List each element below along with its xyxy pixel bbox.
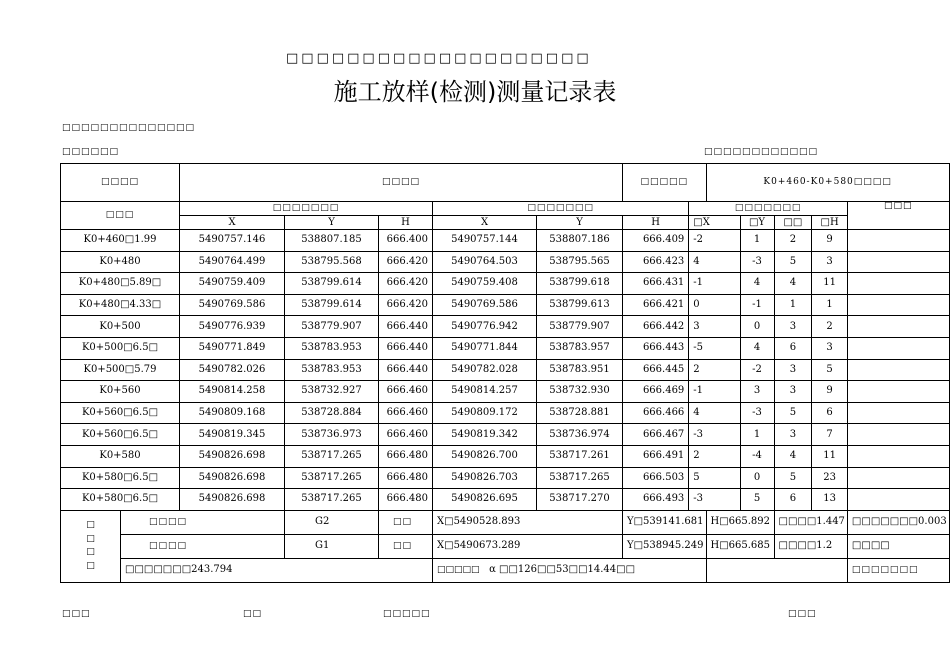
table-row xyxy=(61,467,950,489)
measured-y-cell: 538779.907 xyxy=(537,316,623,338)
header-row-2 xyxy=(61,216,950,230)
station-extra: □□□□□□□0.003 xyxy=(847,510,949,534)
design-h-cell: 666.420 xyxy=(379,251,433,273)
design-x-cell: 5490826.698 xyxy=(180,467,285,489)
diff-d-cell: 3 xyxy=(774,381,812,403)
footer-label-2: □□ xyxy=(243,609,263,619)
remark-cell xyxy=(847,424,949,446)
diff-d-cell: 3 xyxy=(774,359,812,381)
diff-x-cell: 0 xyxy=(689,294,740,316)
station-cell: K0+500 xyxy=(61,316,180,338)
design-h-cell: 666.440 xyxy=(379,316,433,338)
measured-h-cell: 666.445 xyxy=(623,359,689,381)
measured-y-cell: 538728.881 xyxy=(537,402,623,424)
diff-d-cell: 5 xyxy=(774,251,812,273)
measured-h-cell: 666.503 xyxy=(623,467,689,489)
design-y-cell: 538779.907 xyxy=(285,316,379,338)
empty-cell xyxy=(706,558,847,582)
measured-x-cell: 5490809.172 xyxy=(433,402,537,424)
measured-y-cell: 538783.957 xyxy=(537,337,623,359)
right-label: □□□□□□□□□□□□ xyxy=(704,147,819,157)
measured-x-header: X xyxy=(433,216,537,230)
design-y-cell: 538717.265 xyxy=(285,489,379,511)
diff-x-header: □X xyxy=(689,216,740,230)
remark-cell xyxy=(847,273,949,295)
measured-h-cell: 666.409 xyxy=(623,230,689,252)
row3-extra: □□□□□□□ xyxy=(847,558,949,582)
footer-label-1: □□□ xyxy=(62,609,91,619)
table-row xyxy=(61,273,950,295)
measured-y-cell: 538717.270 xyxy=(537,489,623,511)
diff-h-cell: 6 xyxy=(812,402,848,424)
measured-y-cell: 538732.930 xyxy=(537,381,623,403)
design-h-cell: 666.480 xyxy=(379,467,433,489)
diff-h-header: □H xyxy=(812,216,848,230)
measured-y-cell: 538799.618 xyxy=(537,273,623,295)
design-h-cell: 666.460 xyxy=(379,424,433,446)
station-cell: K0+460□1.99 xyxy=(61,230,180,252)
diff-d-header: □□ xyxy=(774,216,812,230)
instrument-height: □□□□1.447 xyxy=(774,510,847,534)
design-x-cell: 5490826.698 xyxy=(180,489,285,511)
measured-h-cell: 666.423 xyxy=(623,251,689,273)
diff-x-cell: 2 xyxy=(689,359,740,381)
table-row xyxy=(61,230,950,252)
measured-x-cell: 5490771.844 xyxy=(433,337,537,359)
design-h-header: H xyxy=(379,216,433,230)
diff-y-cell: 4 xyxy=(740,273,774,295)
measured-x-cell: 5490757.144 xyxy=(433,230,537,252)
diff-h-cell: 3 xyxy=(812,337,848,359)
measured-x-cell: 5490826.703 xyxy=(433,467,537,489)
diff-x-cell: 3 xyxy=(689,316,740,338)
diff-d-cell: 2 xyxy=(774,230,812,252)
measured-x-cell: 5490776.942 xyxy=(433,316,537,338)
diff-h-cell: 2 xyxy=(812,316,848,338)
diff-y-cell: -2 xyxy=(740,359,774,381)
data-rows xyxy=(61,230,950,511)
diff-y-cell: 1 xyxy=(740,424,774,446)
page-title: 施工放样(检测)测量记录表 xyxy=(333,78,617,106)
measured-group-header: □□□□□□□ xyxy=(433,202,689,216)
measured-h-cell: 666.467 xyxy=(623,424,689,446)
target-height: □□□□1.2 xyxy=(774,534,847,558)
diff-x-cell: 5 xyxy=(689,467,740,489)
design-y-cell: 538736.973 xyxy=(285,424,379,446)
remark-cell xyxy=(847,251,949,273)
station-cell: K0+500□6.5□ xyxy=(61,337,180,359)
design-x-cell: 5490759.409 xyxy=(180,273,285,295)
design-x-cell: 5490771.849 xyxy=(180,337,285,359)
table-row xyxy=(61,316,950,338)
left-label: □□□□□□ xyxy=(62,147,120,157)
azimuth: □□□□□ α □□126□□53□□14.44□□ xyxy=(433,558,707,582)
diff-y-cell: -4 xyxy=(740,445,774,467)
table-row xyxy=(61,294,950,316)
diff-h-cell: 9 xyxy=(812,230,848,252)
design-x-header: X xyxy=(180,216,285,230)
design-x-cell: 5490826.698 xyxy=(180,445,285,467)
station-point-label: □□□□ xyxy=(121,510,285,534)
design-h-cell: 666.420 xyxy=(379,294,433,316)
table-row xyxy=(61,402,950,424)
survey-table xyxy=(60,163,950,583)
design-y-cell: 538795.568 xyxy=(285,251,379,273)
design-x-cell: 5490819.345 xyxy=(180,424,285,446)
design-x-cell: 5490769.586 xyxy=(180,294,285,316)
instrument-row-2 xyxy=(61,534,950,558)
design-y-cell: 538728.884 xyxy=(285,402,379,424)
backsight-y: Y□538945.249 xyxy=(623,534,707,558)
diff-h-cell: 1 xyxy=(812,294,848,316)
diff-d-cell: 4 xyxy=(774,273,812,295)
design-h-cell: 666.480 xyxy=(379,489,433,511)
remark-cell xyxy=(847,230,949,252)
table-row xyxy=(61,424,950,446)
diff-d-cell: 3 xyxy=(774,424,812,446)
design-x-cell: 5490809.168 xyxy=(180,402,285,424)
station-cell: K0+560□6.5□ xyxy=(61,424,180,446)
station-x: X□5490528.893 xyxy=(433,510,623,534)
design-y-header: Y xyxy=(285,216,379,230)
measured-x-cell: 5490814.257 xyxy=(433,381,537,403)
station-cell: K0+500□5.79 xyxy=(61,359,180,381)
diff-x-cell: 4 xyxy=(689,402,740,424)
diff-y-cell: 0 xyxy=(740,467,774,489)
diff-y-header: □Y xyxy=(740,216,774,230)
station-cell: K0+480□5.89□ xyxy=(61,273,180,295)
diff-h-cell: 7 xyxy=(812,424,848,446)
info-row xyxy=(61,164,950,202)
design-h-cell: 666.460 xyxy=(379,402,433,424)
station-cell: K0+480 xyxy=(61,251,180,273)
diff-x-cell: 2 xyxy=(689,445,740,467)
design-x-cell: 5490814.258 xyxy=(180,381,285,403)
table-row xyxy=(61,489,950,511)
measured-y-cell: 538717.265 xyxy=(537,467,623,489)
station-cell: K0+480□4.33□ xyxy=(61,294,180,316)
diff-x-cell: -5 xyxy=(689,337,740,359)
station-cell: K0+580□6.5□ xyxy=(61,467,180,489)
measured-h-cell: 666.442 xyxy=(623,316,689,338)
design-y-cell: 538732.927 xyxy=(285,381,379,403)
diff-y-cell: -3 xyxy=(740,251,774,273)
design-h-cell: 666.480 xyxy=(379,445,433,467)
remark-cell xyxy=(847,359,949,381)
measured-y-header: Y xyxy=(537,216,623,230)
station-point-id: G2 xyxy=(285,510,379,534)
remark-cell xyxy=(847,316,949,338)
table-row xyxy=(61,359,950,381)
measured-y-cell: 538799.613 xyxy=(537,294,623,316)
table-row xyxy=(61,251,950,273)
design-y-cell: 538799.614 xyxy=(285,294,379,316)
remark-header: □□□ xyxy=(847,202,949,230)
station-h: H□665.892 xyxy=(706,510,774,534)
design-x-cell: 5490776.939 xyxy=(180,316,285,338)
diff-x-cell: -1 xyxy=(689,273,740,295)
design-x-cell: 5490764.499 xyxy=(180,251,285,273)
diff-h-cell: 23 xyxy=(812,467,848,489)
remark-cell xyxy=(847,402,949,424)
measured-x-cell: 5490759.408 xyxy=(433,273,537,295)
diff-d-cell: 5 xyxy=(774,467,812,489)
measured-h-cell: 666.469 xyxy=(623,381,689,403)
design-group-header: □□□□□□□ xyxy=(180,202,433,216)
design-y-cell: 538799.614 xyxy=(285,273,379,295)
measured-y-cell: 538795.565 xyxy=(537,251,623,273)
design-h-cell: 666.440 xyxy=(379,359,433,381)
measured-h-cell: 666.493 xyxy=(623,489,689,511)
measured-h-header: H xyxy=(623,216,689,230)
measured-x-cell: 5490764.503 xyxy=(433,251,537,273)
diff-x-cell: 4 xyxy=(689,251,740,273)
design-y-cell: 538783.953 xyxy=(285,359,379,381)
diff-d-cell: 4 xyxy=(774,445,812,467)
remark-cell xyxy=(847,381,949,403)
design-h-cell: 666.400 xyxy=(379,230,433,252)
instrument-row-1 xyxy=(61,510,950,534)
diff-d-cell: 6 xyxy=(774,489,812,511)
measured-x-cell: 5490826.695 xyxy=(433,489,537,511)
diff-h-cell: 9 xyxy=(812,381,848,403)
remark-cell xyxy=(847,337,949,359)
info-label-1: □□□□ xyxy=(61,164,180,202)
station-cell: K0+560 xyxy=(61,381,180,403)
diff-x-cell: -3 xyxy=(689,489,740,511)
diff-x-cell: -3 xyxy=(689,424,740,446)
diff-y-cell: 1 xyxy=(740,230,774,252)
project-line: □□□□□□□□□□□□□□ xyxy=(62,123,196,133)
diff-group-header: □□□□□□□ xyxy=(689,202,848,216)
measured-x-cell: 5490782.028 xyxy=(433,359,537,381)
diff-h-cell: 13 xyxy=(812,489,848,511)
footer-label-4: □□□ xyxy=(788,609,817,619)
footer-label-3: □□□□□ xyxy=(383,609,431,619)
measured-h-cell: 666.491 xyxy=(623,445,689,467)
table-row xyxy=(61,445,950,467)
diff-x-cell: -2 xyxy=(689,230,740,252)
remark-cell xyxy=(847,294,949,316)
diff-x-cell: -1 xyxy=(689,381,740,403)
station-cell: K0+560□6.5□ xyxy=(61,402,180,424)
measured-h-cell: 666.431 xyxy=(623,273,689,295)
diff-y-cell: -3 xyxy=(740,402,774,424)
organization-name: □□□□□□□□□□□□□□□□□□□□ xyxy=(286,51,592,66)
info-value-1: □□□□ xyxy=(180,164,623,202)
info-value-2: K0+460-K0+580□□□□ xyxy=(706,164,949,202)
station-y: Y□539141.681 xyxy=(623,510,707,534)
design-y-cell: 538807.185 xyxy=(285,230,379,252)
backsight-x: X□5490673.289 xyxy=(433,534,623,558)
measured-y-cell: 538717.261 xyxy=(537,445,623,467)
diff-d-cell: 6 xyxy=(774,337,812,359)
table-row xyxy=(61,337,950,359)
measured-h-cell: 666.443 xyxy=(623,337,689,359)
station-cell: K0+580□6.5□ xyxy=(61,489,180,511)
header-row-1 xyxy=(61,202,950,216)
backsight-extra: □□□□ xyxy=(847,534,949,558)
table-row xyxy=(61,381,950,403)
station-cell: K0+580 xyxy=(61,445,180,467)
station-coord-label: □□ xyxy=(379,510,433,534)
remark-cell xyxy=(847,489,949,511)
design-x-cell: 5490757.146 xyxy=(180,230,285,252)
remark-cell xyxy=(847,445,949,467)
measured-h-cell: 666.421 xyxy=(623,294,689,316)
diff-h-cell: 5 xyxy=(812,359,848,381)
measured-x-cell: 5490826.700 xyxy=(433,445,537,467)
diff-y-cell: 0 xyxy=(740,316,774,338)
diff-d-cell: 3 xyxy=(774,316,812,338)
instrument-row-3 xyxy=(61,558,950,582)
backsight-h: H□665.685 xyxy=(706,534,774,558)
backsight-point-id: G1 xyxy=(285,534,379,558)
measured-x-cell: 5490769.586 xyxy=(433,294,537,316)
diff-y-cell: 5 xyxy=(740,489,774,511)
diff-y-cell: 3 xyxy=(740,381,774,403)
measured-y-cell: 538736.974 xyxy=(537,424,623,446)
design-h-cell: 666.420 xyxy=(379,273,433,295)
design-h-cell: 666.440 xyxy=(379,337,433,359)
info-label-2: □□□□□ xyxy=(623,164,707,202)
design-h-cell: 666.460 xyxy=(379,381,433,403)
backsight-distance: □□□□□□□243.794 xyxy=(121,558,433,582)
diff-h-cell: 11 xyxy=(812,445,848,467)
design-y-cell: 538717.265 xyxy=(285,445,379,467)
design-x-cell: 5490782.026 xyxy=(180,359,285,381)
diff-y-cell: 4 xyxy=(740,337,774,359)
measured-y-cell: 538807.186 xyxy=(537,230,623,252)
diff-h-cell: 3 xyxy=(812,251,848,273)
measured-h-cell: 666.466 xyxy=(623,402,689,424)
station-header: □□□ xyxy=(61,202,180,230)
remark-cell xyxy=(847,467,949,489)
backsight-point-label: □□□□ xyxy=(121,534,285,558)
design-y-cell: 538717.265 xyxy=(285,467,379,489)
diff-y-cell: -1 xyxy=(740,294,774,316)
diff-h-cell: 11 xyxy=(812,273,848,295)
measured-y-cell: 538783.951 xyxy=(537,359,623,381)
design-y-cell: 538783.953 xyxy=(285,337,379,359)
diff-d-cell: 5 xyxy=(774,402,812,424)
instrument-side-label: □ □ □ □ xyxy=(61,510,121,582)
measured-x-cell: 5490819.342 xyxy=(433,424,537,446)
diff-d-cell: 1 xyxy=(774,294,812,316)
backsight-coord-label: □□ xyxy=(379,534,433,558)
